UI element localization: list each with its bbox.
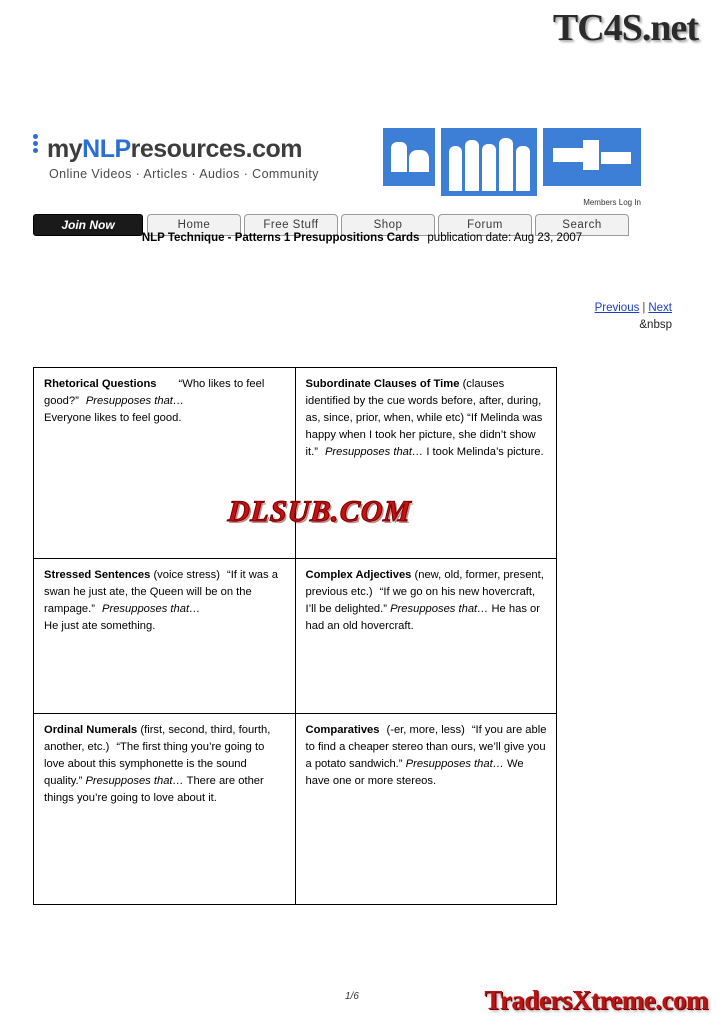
card-paren: (new, old, former, present, previous etc.) [305,569,544,599]
card-title: Comparatives [305,724,380,736]
join-now-button[interactable]: Join Now [33,214,143,236]
card-paren: (-er, more, less) [386,724,465,736]
pager-separator: | [642,302,646,314]
card-title: Complex Adjectives [305,569,412,581]
hero-image-strip [383,128,641,207]
logo-resources: resources.com [130,135,303,163]
logo-wordmark [33,134,373,164]
card-presupposes: Presupposes that… [102,603,201,616]
table-row [34,714,557,905]
card-body: We have one or more stereos. [305,758,524,788]
tradersxtreme-watermark: TradersXtreme.com [484,985,708,1015]
card-presupposes: Presupposes that… [390,603,489,616]
card-title: Rhetorical Questions [44,378,157,390]
card-paren: (clauses identified by the cue words before, after, during, as, since, prior, when, while etc) [305,378,542,425]
nav-tab-home[interactable]: Home [147,214,241,236]
card-title: Ordinal Numerals [44,724,138,736]
card-quote: “The first thing you’re going to love about this symphonette is the sound quality.” [44,741,265,788]
card-body: He just ate something. [44,620,156,633]
page-title [0,232,724,244]
page-number: 1/6 [345,991,359,1002]
publication-date: publication date: Aug 23, 2007 [427,232,583,244]
card-presupposes: Presupposes that… [85,395,185,408]
card-paren: (voice stress) [153,569,220,581]
document-title: NLP Technique - Patterns 1 Presuppositions Cards [141,232,420,244]
site-logo[interactable] [33,134,373,181]
card-cell-complex-adjectives [295,559,557,714]
logo-my: my [47,135,83,163]
presupposition-cards-table [33,367,557,905]
nav-tab-free-stuff[interactable]: Free Stuff [244,214,338,236]
card-quote: “If Melinda was happy when I took her picture, she didn’t show it.” [305,412,543,459]
tc4s-watermark: TC4S.net [552,7,698,49]
card-title: Stressed Sentences [44,569,151,581]
members-login-link[interactable]: Members Log In [583,198,641,207]
hero-image-1 [383,128,435,186]
dlsub-watermark: DLSUB.COM [221,493,419,531]
logo-tagline: Online Videos · Articles · Audios · Community [49,167,319,181]
previous-link[interactable]: Previous [594,302,640,314]
card-presupposes: Presupposes that… [405,758,504,771]
next-link[interactable]: Next [648,302,672,314]
card-presupposes: Presupposes that… [324,446,424,459]
card-quote: “Who likes to feel good?” [44,378,265,408]
logo-dots-icon [33,132,47,155]
card-body: There are other things you’re going to love about it. [44,775,264,805]
hero-image-3 [543,128,641,186]
card-cell-ordinal-numerals [34,714,296,905]
card-body: I took Melinda’s picture. [426,446,544,459]
nav-tab-search[interactable]: Search [535,214,629,236]
nbsp-text: &nbsp [639,319,672,331]
hero-image-2 [441,128,537,196]
pager [595,302,672,314]
card-paren: (first, second, third, fourth, another, etc.) [44,724,271,754]
logo-nlp: NLP [82,135,131,163]
nav-tab-forum[interactable]: Forum [438,214,532,236]
card-cell-stressed-sentences [34,559,296,714]
card-quote: “If it was a swan he just ate, the Queen will be on the rampage.” [44,569,278,616]
card-title: Subordinate Clauses of Time [305,378,460,390]
card-quote: “If we go on his new hovercraft, I’ll be delighted.” [305,586,536,616]
card-body: Everyone likes to feel good. [44,412,182,425]
card-cell-comparatives [295,714,557,905]
card-quote: “If you are able to find a cheaper stereo than ours, we’ll give you a potato sandwich.” [305,724,547,771]
card-presupposes: Presupposes that… [85,775,184,788]
card-body: He has or had an old hovercraft. [305,603,540,633]
table-row [34,559,557,714]
nav-tab-shop[interactable]: Shop [341,214,435,236]
